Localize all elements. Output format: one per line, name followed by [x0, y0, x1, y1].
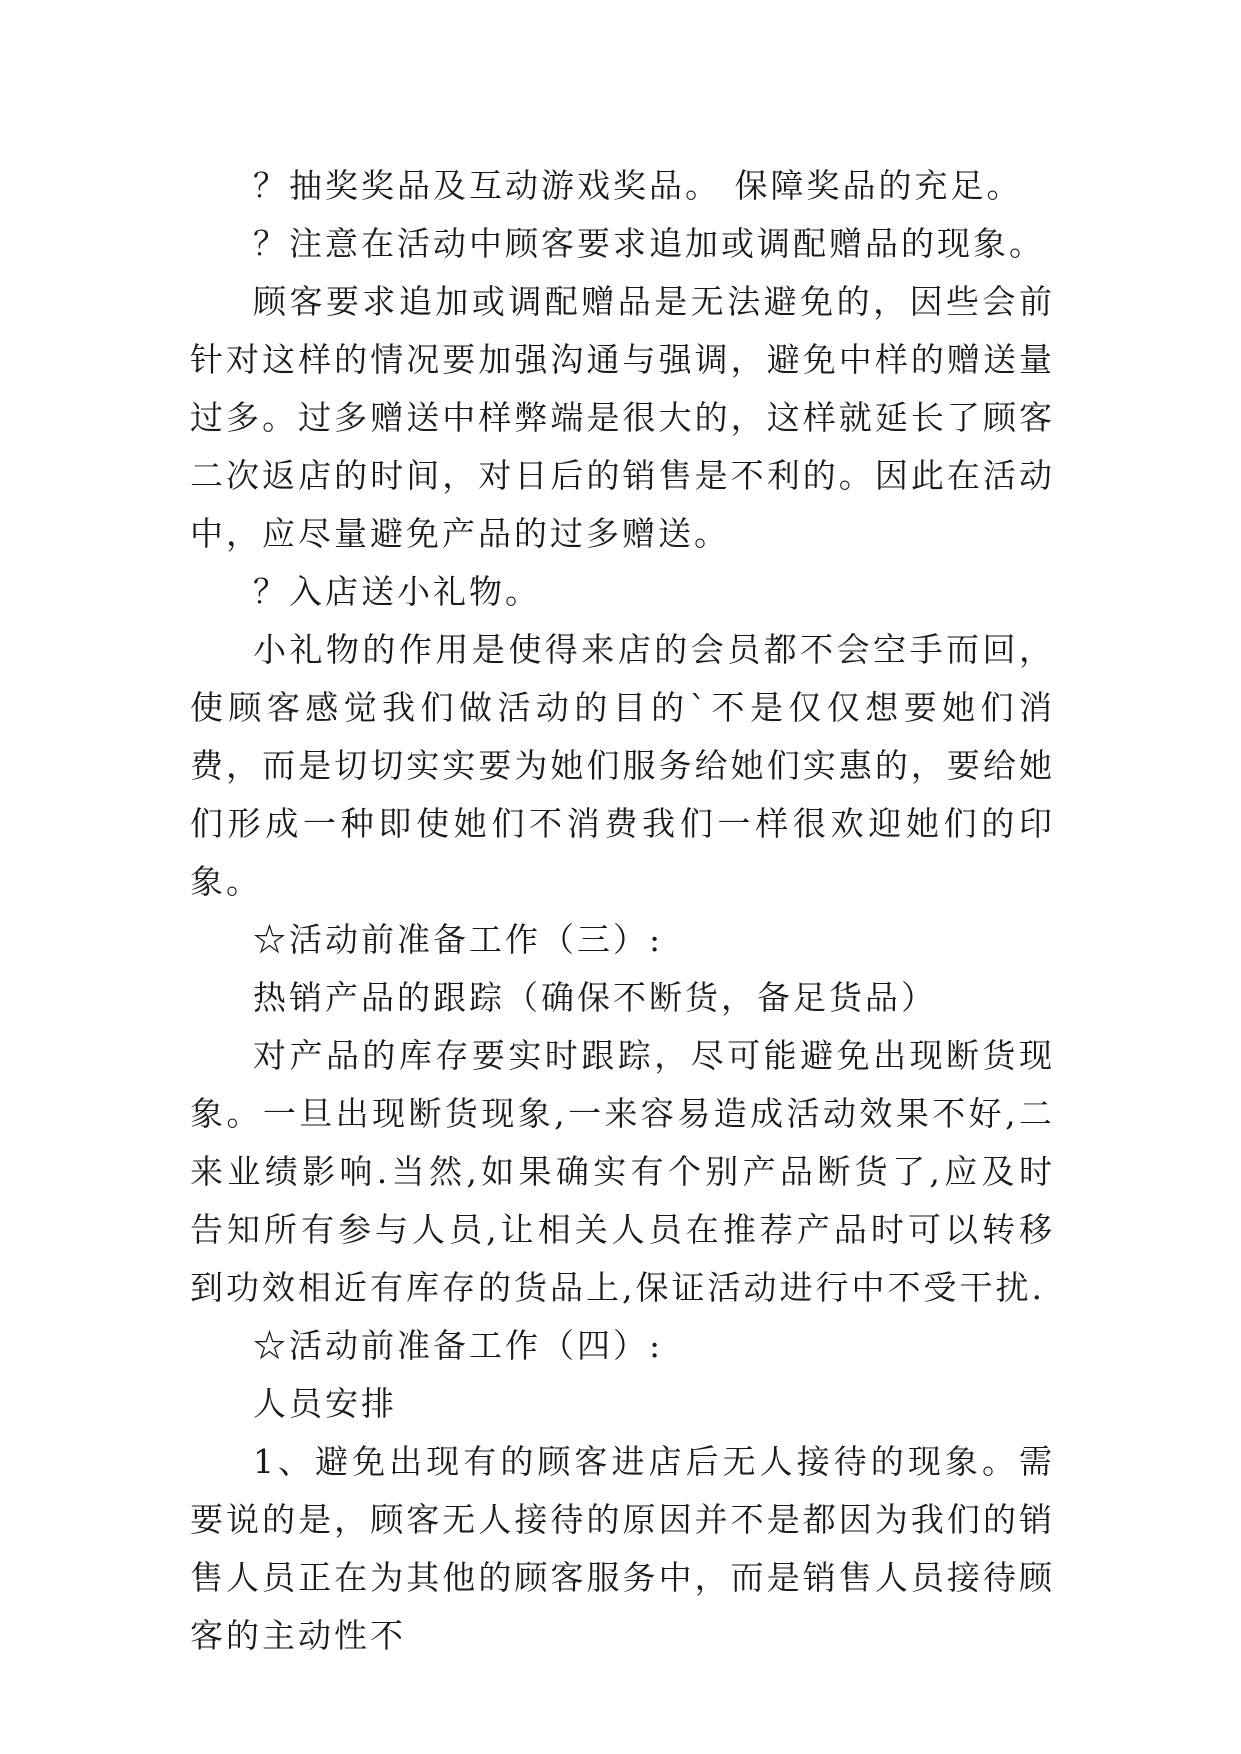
paragraph-inventory: 对产品的库存要实时跟踪，尽可能避免出现断货现象。一旦出现断货现象,一来容易造成活动效果不好,二来业绩影响.当然,如果确实有个别产品断货了,应及时告知所有参与人员,让相关人员在推荐产品时可以转移到功效相近有库存的货品上,保证活动进行中不受干扰.: [190, 1036, 1055, 1307]
section-heading-three: ☆活动前准备工作（三）:: [253, 920, 664, 959]
subheading-staffing: 人员安排: [253, 1384, 397, 1423]
bullet-small-gift: ？入店送小礼物。: [253, 572, 541, 611]
document-body: [190, 157, 1055, 1665]
section-heading-four: ☆活动前准备工作（四）:: [253, 1326, 664, 1365]
paragraph-staffing-1: 1、避免出现有的顾客进店后无人接待的现象。需要说的是，顾客无人接待的原因并不是都因为我们的销售人员正在为其他的顾客服务中，而是销售人员接待顾客的主动性不: [190, 1442, 1055, 1655]
bullet-gift-requests: ？注意在活动中顾客要求追加或调配赠品的现象。: [253, 224, 1045, 263]
bullet-prizes: ？抽奖奖品及互动游戏奖品。 保障奖品的充足。: [253, 166, 1023, 205]
paragraph-small-gift: 小礼物的作用是使得来店的会员都不会空手而回，使顾客感觉我们做活动的目的`不是仅仅想要她们消费，而是切切实实要为她们服务给她们实惠的，要给她们形成一种即使她们不消费我们一样很欢迎她们的印象。: [190, 630, 1055, 901]
subheading-hot-products: 热销产品的跟踪（确保不断货，备足货品）: [253, 978, 937, 1017]
paragraph-gift-requests: 顾客要求追加或调配赠品是无法避免的，因些会前针对这样的情况要加强沟通与强调，避免中样的赠送量过多。过多赠送中样弊端是很大的，这样就延长了顾客二次返店的时间，对日后的销售是不利的。因此在活动中，应尽量避免产品的过多赠送。: [190, 282, 1055, 553]
